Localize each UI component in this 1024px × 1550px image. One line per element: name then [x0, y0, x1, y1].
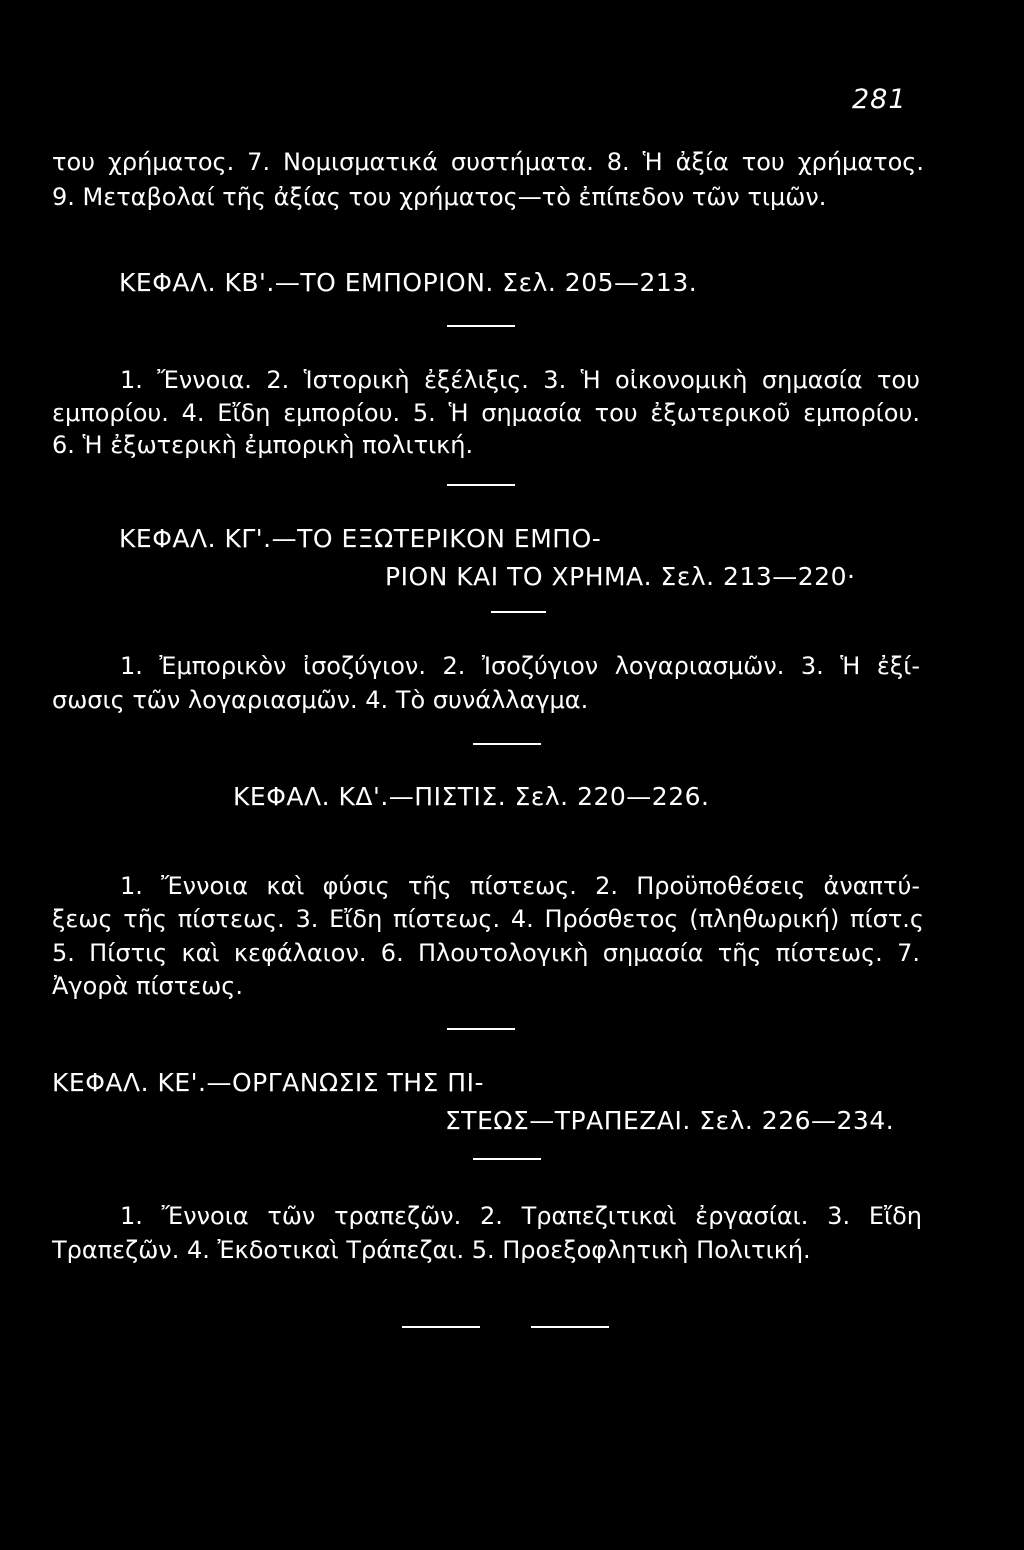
divider — [447, 1028, 515, 1030]
text-line: 5. Πίστις καὶ κεφάλαιον. 6. Πλουτολογικὴ σημασία τῆς πίστεως. 7. — [52, 939, 920, 967]
page-number: 281 — [852, 84, 907, 115]
text-line: Τραπεζῶν. 4. Ἐκδοτικαὶ Τράπεζαι. 5. Προεξοφλητικὴ Πολιτική. — [52, 1236, 811, 1264]
chapter-heading: ΚΕΦΑΛ. ΚΓ'.—ΤΟ ΕΞΩΤΕΡΙΚΟΝ ΕΜΠΟ- — [119, 524, 602, 553]
divider — [491, 611, 546, 613]
divider — [531, 1326, 609, 1328]
chapter-heading: ΚΕΦΑΛ. ΚΒ'.—ΤΟ ΕΜΠΟΡΙΟΝ. Σελ. 205—213. — [119, 268, 698, 297]
text-line: σωσις τῶν λογαριασμῶν. 4. Τὸ συνάλλαγμα. — [52, 686, 589, 714]
text-line: 1. Ἔννοια καὶ φύσις τῆς πίστεως. 2. Προϋποθέσεις ἀναπτύ- — [120, 872, 920, 900]
text-line: 9. Μεταβολαί τῆς ἀξίας του χρήματος—τὸ ἐπίπεδον τῶν τιμῶν. — [52, 183, 827, 211]
text-line: Ἀγορὰ πίστεως. — [52, 972, 244, 1000]
text-line: 1. Ἐμπορικὸν ἰσοζύγιον. 2. Ἰσοζύγιον λογαριασμῶν. 3. Ἡ ἐξί- — [120, 652, 920, 680]
chapter-heading: ΣΤΕΩΣ—ΤΡΑΠΕΖΑΙ. Σελ. 226—234. — [445, 1106, 895, 1135]
text-line: 1. Ἔννοια τῶν τραπεζῶν. 2. Τραπεζιτικαὶ ἐργασίαι. 3. Εἴδη — [120, 1202, 922, 1230]
text-line: 1. Ἔννοια. 2. Ἱστορικὴ ἐξέλιξις. 3. Ἡ οἰκονομικὴ σημασία του — [120, 366, 920, 394]
divider — [447, 484, 515, 486]
chapter-heading: ΡΙΟΝ ΚΑΙ ΤΟ ΧΡΗΜΑ. Σελ. 213—220· — [385, 562, 856, 591]
text-line: του χρήματος. 7. Νομισματικά συστήματα. 8. Ἡ ἀξία του χρήματος. — [52, 148, 924, 176]
divider — [473, 1158, 541, 1160]
divider — [473, 743, 541, 745]
divider — [447, 325, 515, 327]
chapter-heading: ΚΕΦΑΛ. ΚΕ'.—ΟΡΓΑΝΩΣΙΣ ΤΗΣ ΠΙ- — [52, 1068, 484, 1097]
chapter-heading: ΚΕΦΑΛ. ΚΔ'.—ΠΙΣΤΙΣ. Σελ. 220—226. — [233, 782, 710, 811]
divider — [402, 1326, 480, 1328]
text-line: εμπορίου. 4. Εἴδη εμπορίου. 5. Ἡ σημασία του ἐξωτερικοῦ εμπορίου. — [52, 399, 920, 427]
text-line: 6. Ἡ ἐξωτερικὴ ἐμπορικὴ πολιτική. — [52, 431, 474, 459]
text-line: ξεως τῆς πίστεως. 3. Εἴδη πίστεως. 4. Πρόσθετος (πληθωρική) πίστ.ς — [52, 905, 924, 933]
